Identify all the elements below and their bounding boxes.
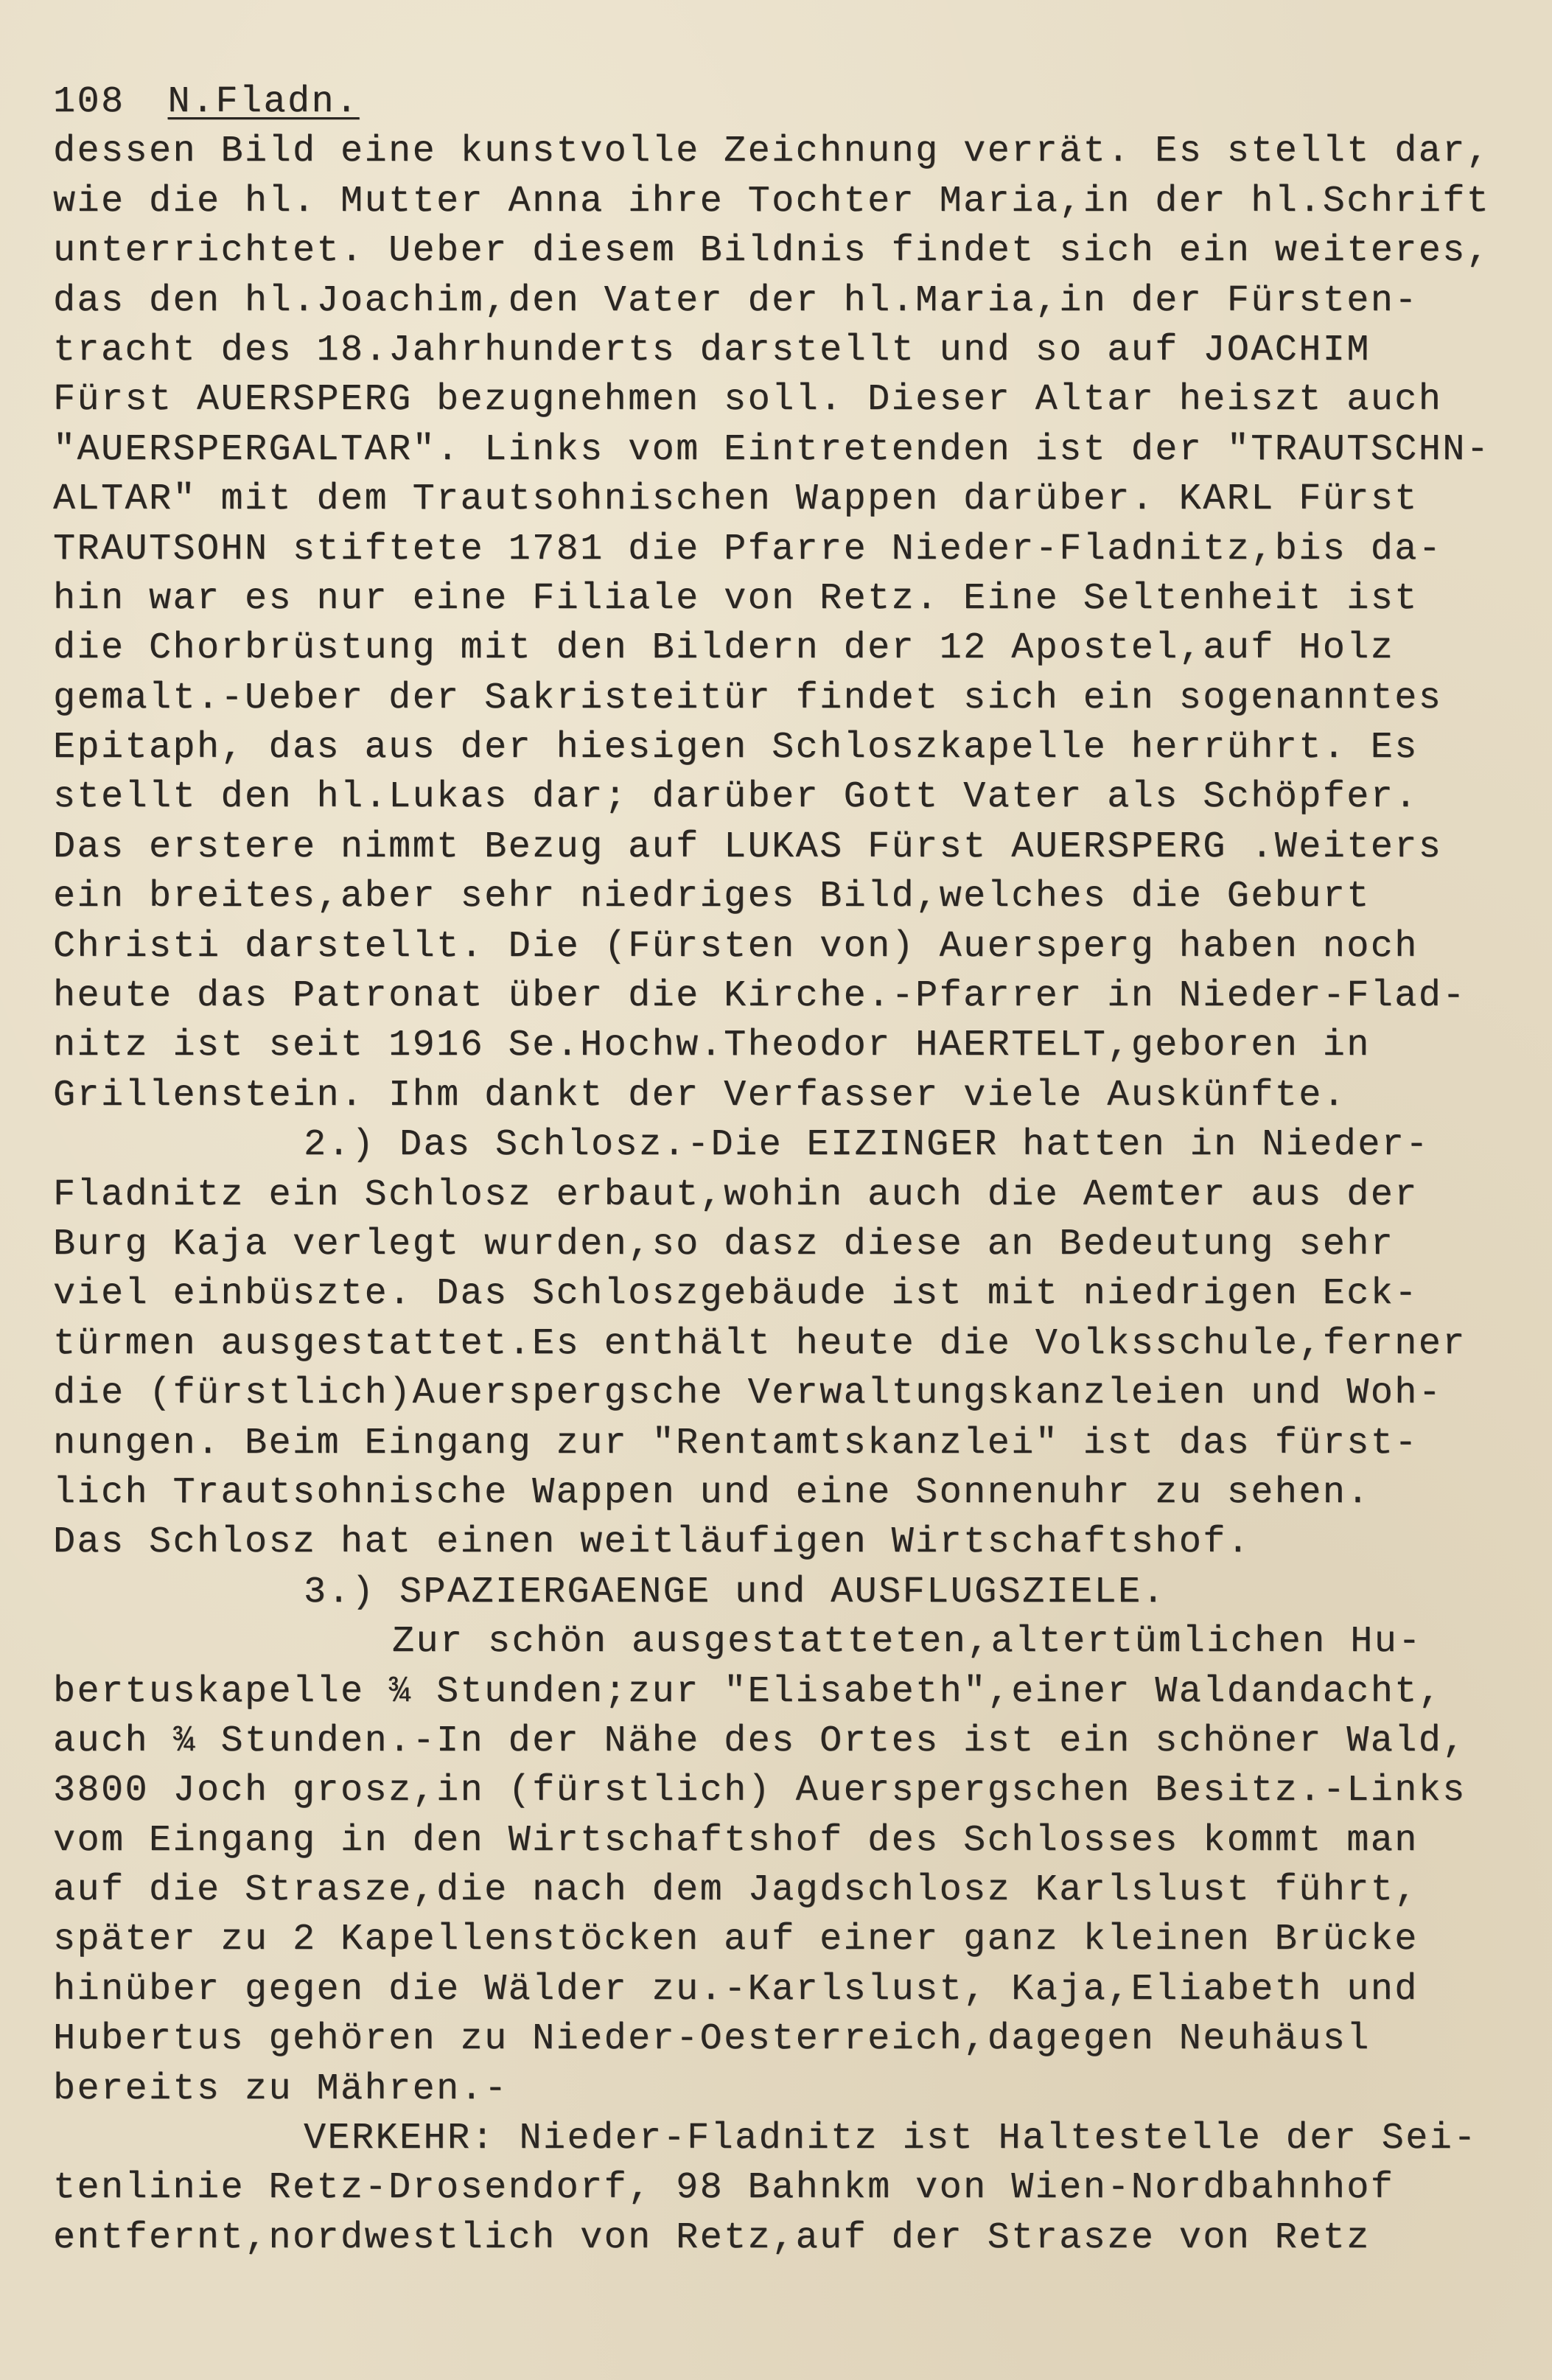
section-heading-verkehr: VERKEHR: Nieder-Fladnitz ist Haltestelle der Sei- [304, 2118, 1478, 2160]
text-line: 3800 Joch grosz,in (fürstlich) Auerspergschen Besitz.-Links [53, 1770, 1467, 1812]
section-heading-schlosz: 2.) Das Schlosz.-Die EIZINGER hatten in Nieder- [304, 1124, 1430, 1167]
text-line: hin war es nur eine Filiale von Retz. Eine Seltenheit ist [53, 577, 1419, 620]
text-line: die (fürstlich)Auerspergsche Verwaltungskanzleien und Woh- [53, 1372, 1443, 1415]
text-line: unterrichtet. Ueber diesem Bildnis findet sich ein weiteres, [53, 230, 1491, 273]
text-line: vom Eingang in den Wirtschaftshof des Schlosses kommt man [53, 1819, 1419, 1862]
text-line: bertuskapelle ¾ Stunden;zur "Elisabeth",einer Waldandacht, [53, 1670, 1443, 1713]
text-line: Das erstere nimmt Bezug auf LUKAS Fürst AUERSPERG .Weiters [53, 826, 1443, 868]
text-line: stellt den hl.Lukas dar; darüber Gott Vater als Schöpfer. [53, 776, 1419, 819]
text-line: nitz ist seit 1916 Se.Hochw.Theodor HAERTELT,geboren in [53, 1025, 1371, 1067]
running-title: N.Fladn. [167, 81, 360, 123]
text-line: das den hl.Joachim,den Vater der hl.Maria,in der Fürsten- [53, 279, 1419, 322]
text-column [53, 77, 1520, 2263]
text-line: türmen ausgestattet.Es enthält heute die Volksschule,ferner [53, 1322, 1467, 1365]
text-line: Das Schlosz hat einen weitläufigen Wirtschaftshof. [53, 1521, 1251, 1564]
text-line: hinüber gegen die Wälder zu.-Karlslust, Kaja,Eliabeth und [53, 1968, 1419, 2011]
text-line: ein breites,aber sehr niedriges Bild,welches die Geburt [53, 876, 1371, 918]
text-line: lich Trautsohnische Wappen und eine Sonnenuhr zu sehen. [53, 1471, 1371, 1514]
page-number: 108 [53, 81, 125, 123]
text-line: auf die Strasze,die nach dem Jagdschlosz Karlslust führt, [53, 1869, 1419, 1912]
text-line: später zu 2 Kapellenstöcken auf einer ganz kleinen Brücke [53, 1919, 1419, 1961]
text-line: nungen. Beim Eingang zur "Rentamtskanzlei" ist das fürst- [53, 1422, 1419, 1465]
text-line: tenlinie Retz-Drosendorf, 98 Bahnkm von Wien-Nordbahnhof [53, 2167, 1395, 2210]
text-line: bereits zu Mähren.- [53, 2067, 508, 2110]
text-line: ALTAR" mit dem Trautsohnischen Wappen darüber. KARL Fürst [53, 478, 1419, 521]
text-line: Grillenstein. Ihm dankt der Verfasser viele Auskünfte. [53, 1074, 1347, 1117]
text-line: entfernt,nordwestlich von Retz,auf der Strasze von Retz [53, 2216, 1371, 2259]
text-line: Fürst AUERSPERG bezugnehmen soll. Dieser Altar heiszt auch [53, 379, 1443, 422]
text-line: Hubertus gehören zu Nieder-Oesterreich,dagegen Neuhäusl [53, 2018, 1371, 2061]
text-line: Zur schön ausgestatteten,altertümlichen Hu- [392, 1621, 1422, 1664]
text-line: TRAUTSOHN stiftete 1781 die Pfarre Nieder-Fladnitz,bis da- [53, 528, 1443, 570]
text-line: die Chorbrüstung mit den Bildern der 12 Apostel,auf Holz [53, 627, 1395, 670]
text-line: dessen Bild eine kunstvolle Zeichnung verrät. Es stellt dar, [53, 130, 1491, 173]
text-line: wie die hl. Mutter Anna ihre Tochter Maria,in der hl.Schrift [53, 180, 1491, 223]
text-line: gemalt.-Ueber der Sakristeitür findet sich ein sogenanntes [53, 677, 1443, 719]
text-line: "AUERSPERGALTAR". Links vom Eintretenden ist der "TRAUTSCHN- [53, 428, 1491, 471]
text-line: viel einbüszte. Das Schloszgebäude ist mit niedrigen Eck- [53, 1273, 1419, 1316]
text-line: Epitaph, das aus der hiesigen Schloszkapelle herrührt. Es [53, 727, 1419, 770]
text-line: Christi darstellt. Die (Fürsten von) Auersperg haben noch [53, 925, 1419, 968]
text-line: Fladnitz ein Schlosz erbaut,wohin auch die Aemter aus der [53, 1173, 1419, 1216]
text-line: Burg Kaja verlegt wurden,so dasz diese an Bedeutung sehr [53, 1223, 1395, 1266]
running-head [53, 77, 1520, 127]
text-line: auch ¾ Stunden.-In der Nähe des Ortes ist ein schöner Wald, [53, 1720, 1467, 1762]
text-line: heute das Patronat über die Kirche.-Pfarrer in Nieder-Flad- [53, 975, 1467, 1018]
section-heading-spaziergaenge: 3.) SPAZIERGAENGE und AUSFLUGSZIELE. [304, 1571, 1167, 1613]
text-line: tracht des 18.Jahrhunderts darstellt und so auf JOACHIM [53, 329, 1371, 371]
